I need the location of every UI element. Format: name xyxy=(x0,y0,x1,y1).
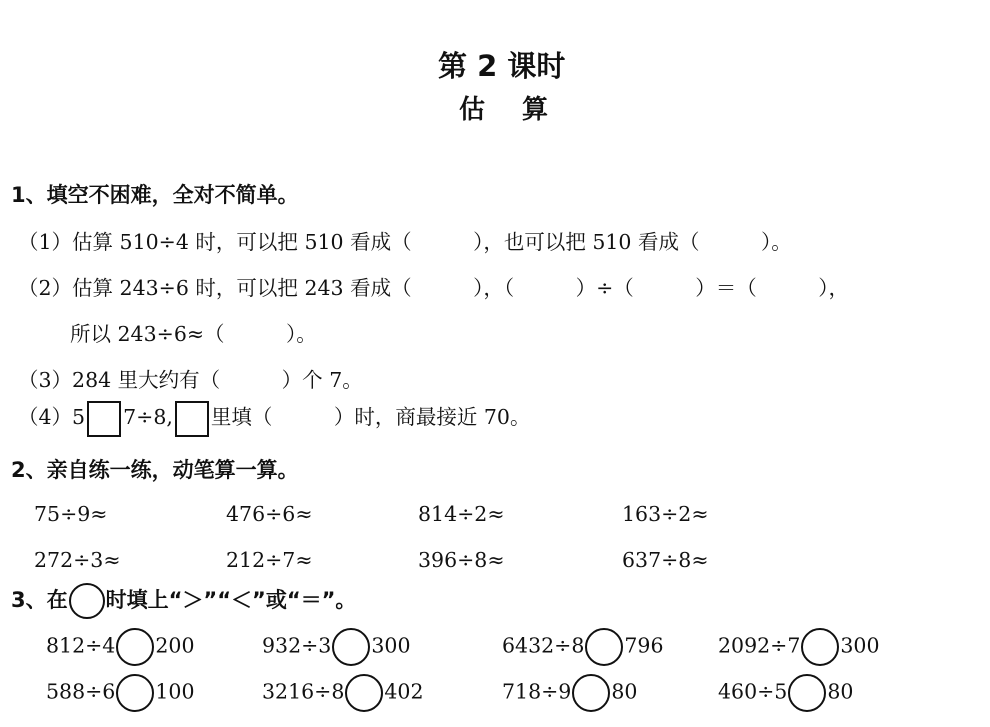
compare-circle xyxy=(585,628,623,666)
compare-left: 460÷5 xyxy=(718,679,788,704)
compare-item xyxy=(718,628,880,666)
q4-suffix: 里填（ ）时，商最接近 70。 xyxy=(210,405,531,429)
compare-item xyxy=(262,674,424,712)
compare-circle xyxy=(345,674,383,712)
compare-right: 80 xyxy=(611,679,638,704)
compare-left: 718÷9 xyxy=(502,679,572,704)
section1-heading: 1、填空不困难，全对不简单。 xyxy=(11,183,299,207)
compare-item xyxy=(502,674,637,712)
compare-left: 2092÷7 xyxy=(718,633,801,658)
compare-left: 588÷6 xyxy=(46,679,116,704)
compare-right: 402 xyxy=(384,679,424,704)
compare-circle xyxy=(801,628,839,666)
compare-item xyxy=(502,628,664,666)
question-1-2-line1: （2）估算 243÷6 时，可以把 243 看成（ ），（ ）÷（ ）＝（ ）， xyxy=(18,276,850,300)
compare-circle xyxy=(116,674,154,712)
estimate-item: 272÷3≈ xyxy=(34,548,121,572)
estimate-item: 75÷9≈ xyxy=(34,502,108,526)
question-1-2-line2: 所以 243÷6≈（ ）。 xyxy=(70,322,317,346)
compare-item xyxy=(718,674,853,712)
circle-blank-icon xyxy=(69,583,105,619)
compare-right: 100 xyxy=(155,679,195,704)
estimate-item: 814÷2≈ xyxy=(418,502,505,526)
compare-item xyxy=(262,628,411,666)
compare-circle xyxy=(788,674,826,712)
compare-circle xyxy=(332,628,370,666)
compare-right: 200 xyxy=(155,633,195,658)
estimate-item: 396÷8≈ xyxy=(418,548,505,572)
section3-heading-prefix: 3、在 xyxy=(11,588,68,612)
section3-heading-suffix: 时填上“＞”“＜”或“＝”。 xyxy=(105,588,357,612)
compare-left: 932÷3 xyxy=(262,633,332,658)
compare-left: 6432÷8 xyxy=(502,633,585,658)
compare-left: 812÷4 xyxy=(46,633,116,658)
compare-left: 3216÷8 xyxy=(262,679,345,704)
question-1-1: （1）估算 510÷4 时，可以把 510 看成（ ），也可以把 510 看成（ ）。 xyxy=(18,230,792,254)
compare-right: 796 xyxy=(624,633,664,658)
q4-mid: 7÷8, xyxy=(123,405,173,429)
compare-item xyxy=(46,628,195,666)
estimate-item: 212÷7≈ xyxy=(226,548,313,572)
compare-item xyxy=(46,674,195,712)
section3-heading xyxy=(11,583,356,619)
lesson-subtitle: 估 算 xyxy=(459,95,563,125)
question-1-3: （3）284 里大约有（ ）个 7。 xyxy=(18,368,363,392)
blank-square-box xyxy=(87,401,121,437)
compare-right: 300 xyxy=(840,633,880,658)
estimate-item: 637÷8≈ xyxy=(622,548,709,572)
blank-square-box-2 xyxy=(175,401,209,437)
compare-right: 300 xyxy=(371,633,411,658)
estimate-item: 163÷2≈ xyxy=(622,502,709,526)
section2-heading: 2、亲自练一练，动笔算一算。 xyxy=(11,458,299,482)
compare-circle xyxy=(116,628,154,666)
estimate-item: 476÷6≈ xyxy=(226,502,313,526)
lesson-title: 第 2 课时 xyxy=(438,49,566,83)
question-1-4 xyxy=(18,400,530,437)
q4-prefix: （4）5 xyxy=(18,405,86,429)
compare-circle xyxy=(572,674,610,712)
compare-right: 80 xyxy=(827,679,854,704)
